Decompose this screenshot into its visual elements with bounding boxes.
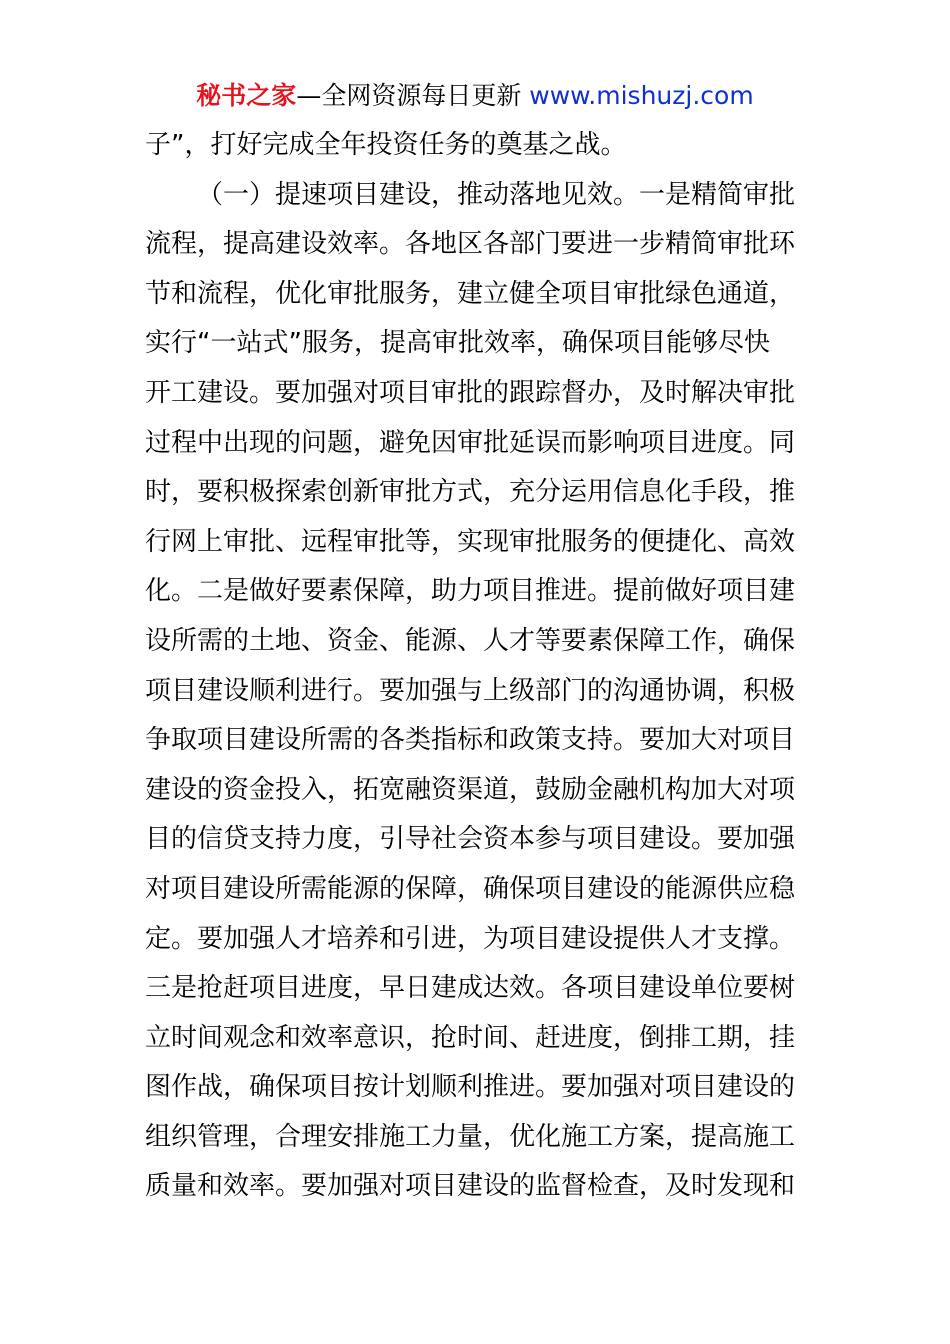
text-line: 子”，打好完成全年投资任务的奠基之战。: [145, 130, 627, 160]
text-line: 项目建设顺利进行。要加强与上级部门的沟通协调，积极: [145, 675, 796, 706]
text-line: 定。要加强人才培养和引进，为项目建设提供人才支撑。: [145, 923, 796, 954]
site-tagline: —全网资源每日更新: [296, 81, 530, 110]
page-header: [0, 80, 950, 112]
document-body: [145, 121, 825, 1212]
text-line: 化。二是做好要素保障，助力项目推进。提前做好项目建: [145, 576, 796, 607]
text-line: 开工建设。要加强对项目审批的跟踪督办，及时解决审批: [145, 377, 796, 408]
text-line: 图作战，确保项目按计划顺利推进。要加强对项目建设的: [145, 1072, 796, 1103]
text-line: 设所需的土地、资金、能源、人才等要素保障工作，确保: [145, 625, 796, 656]
text-line: 节和流程，优化审批服务，建立健全项目审批绿色通道，: [145, 278, 796, 309]
text-line: 实行“一站式”服务，提高审批效率，确保项目能够尽快: [145, 328, 770, 359]
text-line: 三是抢赶项目进度，早日建成达效。各项目建设单位要树: [145, 973, 796, 1004]
text-line: 时，要积极探索创新审批方式，充分运用信息化手段，推: [145, 477, 796, 508]
text-line: 建设的资金投入，拓宽融资渠道，鼓励金融机构加大对项: [145, 774, 796, 805]
site-url: www.mishuzj.com: [529, 81, 754, 110]
text-line: 过程中出现的问题，避免因审批延误而影响项目进度。同: [145, 427, 796, 458]
text-line: （一）提速项目建设，推动落地见效。一是精简审批: [197, 179, 796, 210]
text-line: 争取项目建设所需的各类指标和政策支持。要加大对项目: [145, 725, 796, 756]
text-line: 质量和效率。要加强对项目建设的监督检查，及时发现和: [145, 1171, 796, 1202]
text-line: 行网上审批、远程审批等，实现审批服务的便捷化、高效: [145, 526, 796, 557]
text-line: 立时间观念和效率意识，抢时间、赶进度，倒排工期，挂: [145, 1022, 796, 1053]
text-line: 对项目建设所需能源的保障，确保项目建设的能源供应稳: [145, 873, 796, 904]
text-line: 流程，提高建设效率。各地区各部门要进一步精简审批环: [145, 229, 796, 260]
text-line: 组织管理，合理安排施工力量，优化施工方案，提高施工: [145, 1121, 796, 1152]
site-brand: 秘书之家: [196, 81, 297, 110]
text-line: 目的信贷支持力度，引导社会资本参与项目建设。要加强: [145, 824, 796, 855]
